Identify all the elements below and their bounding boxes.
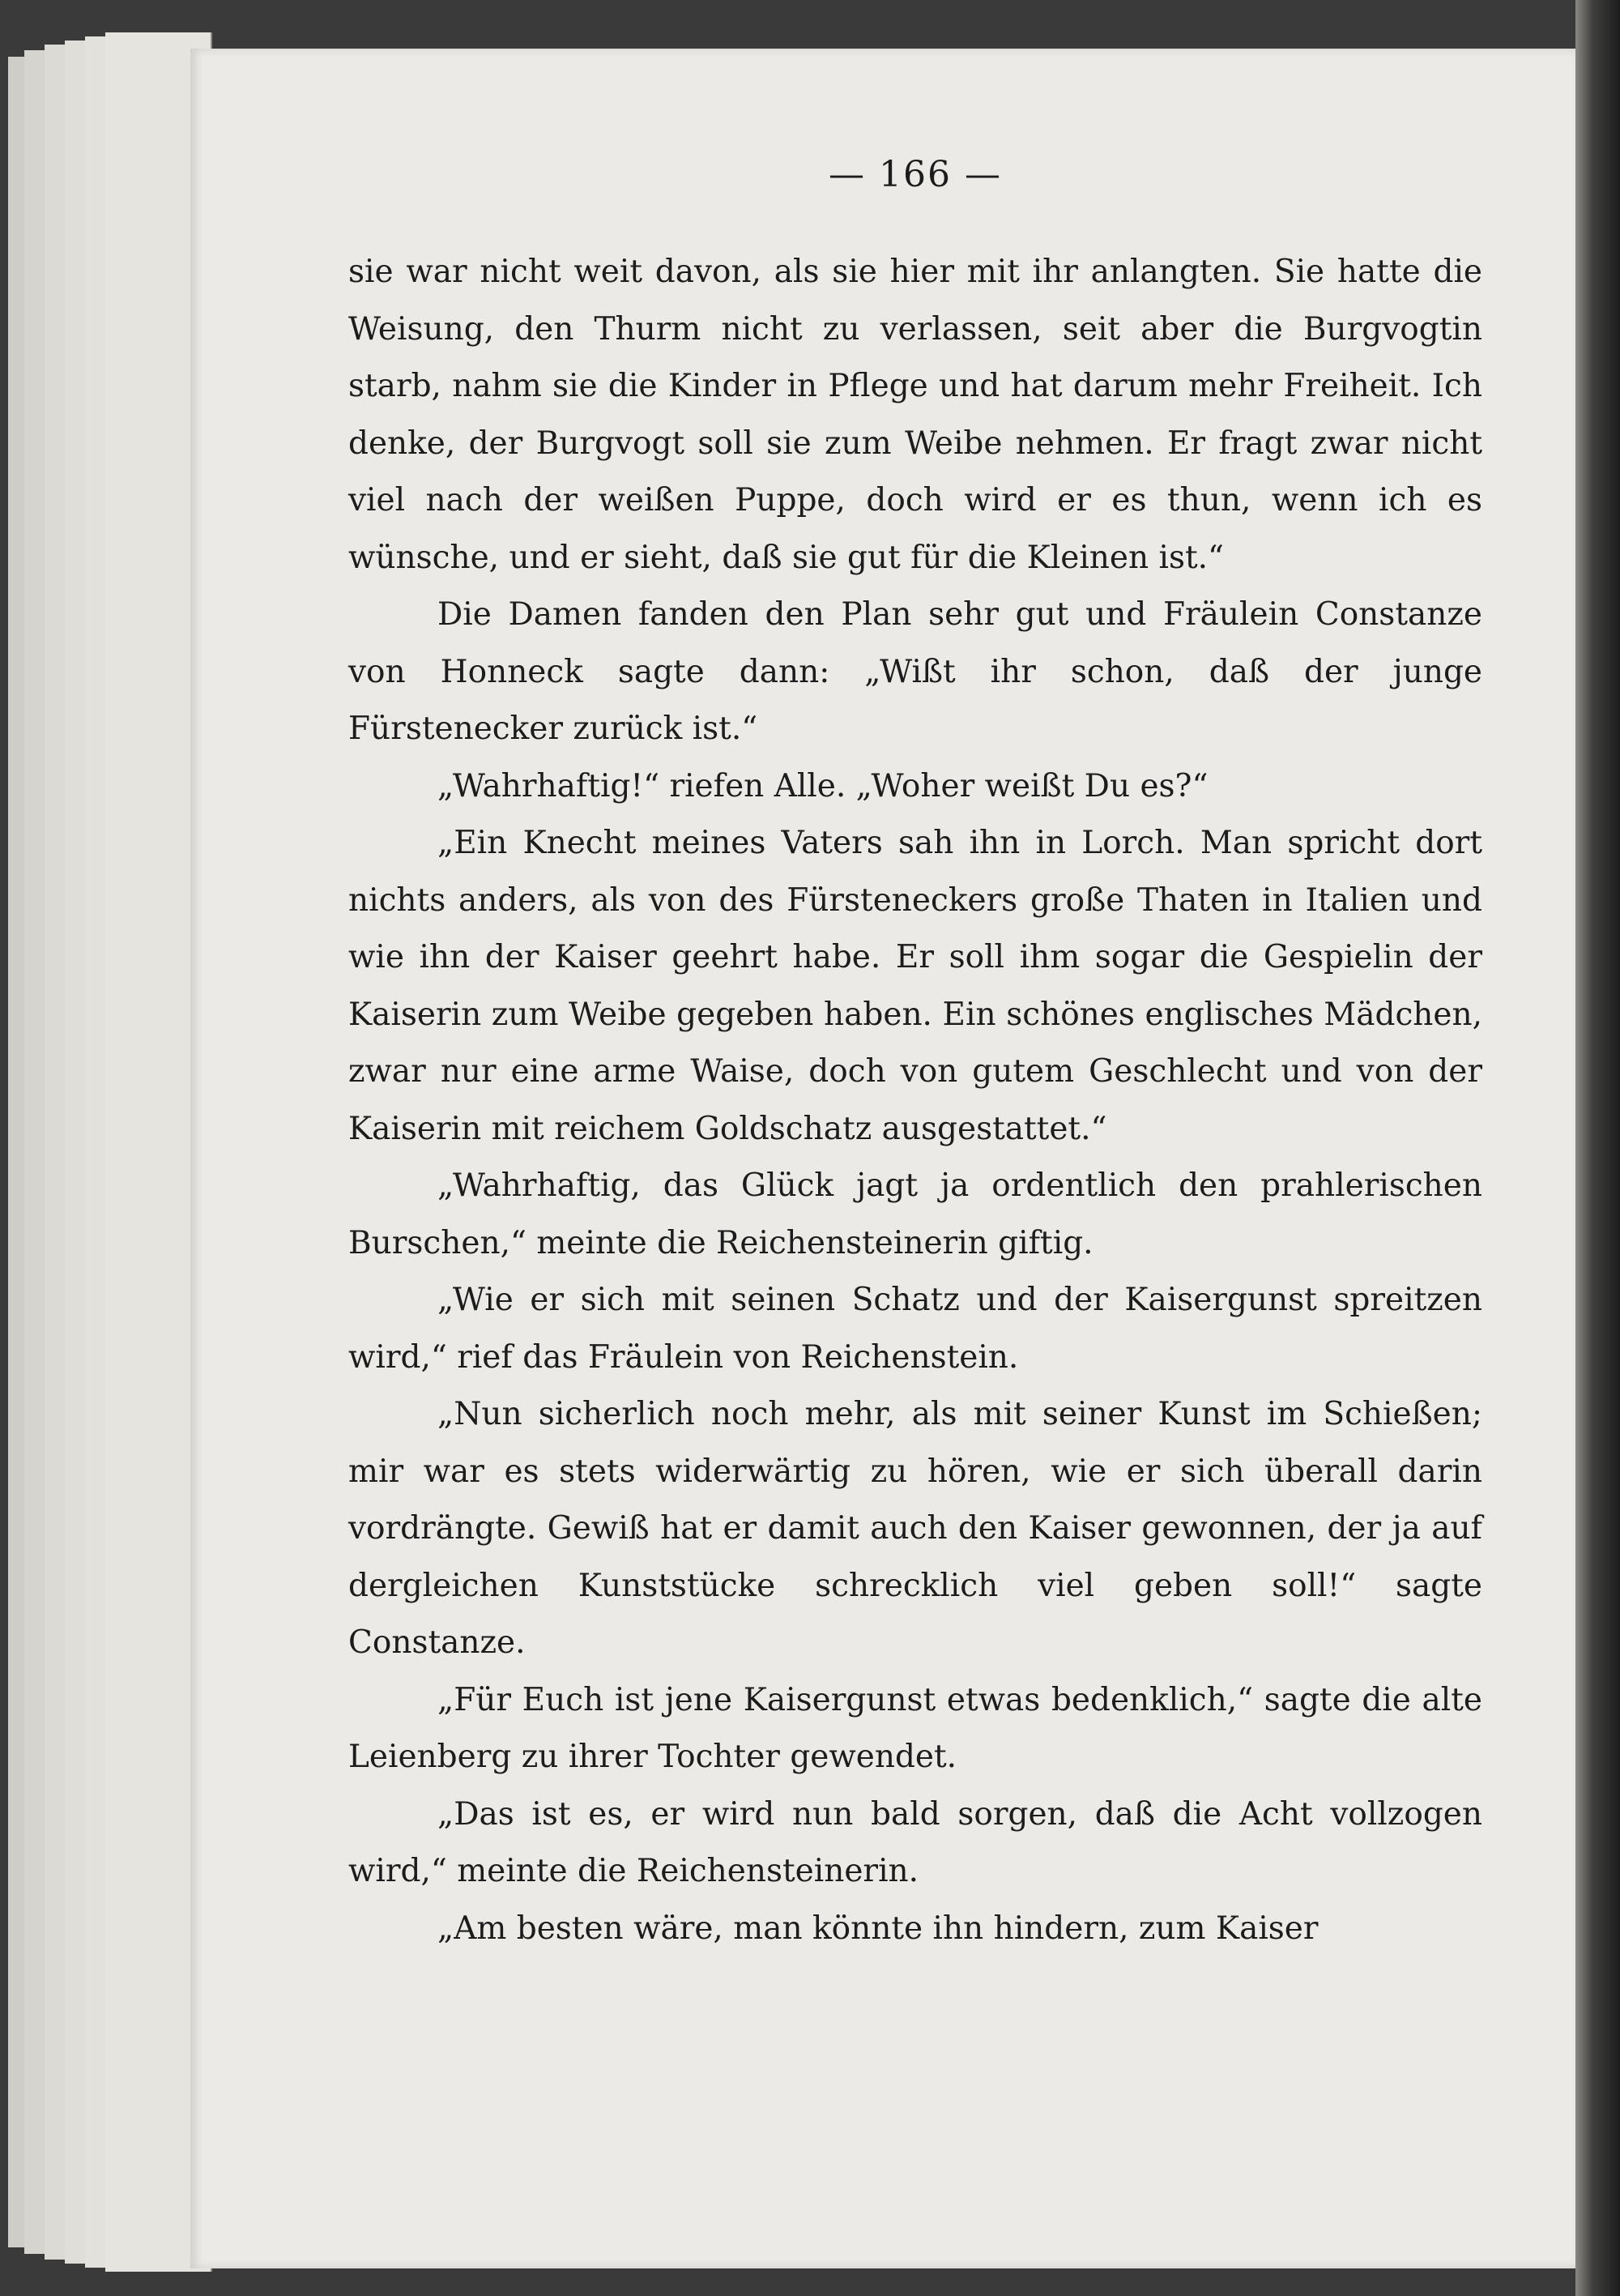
paragraph: „Wahrhaftig!“ riefen Alle. „Woher weißt Du es?“ bbox=[437, 767, 1209, 804]
page-text bbox=[348, 154, 1482, 1957]
paragraph: „Wie er sich mit seinen Schatz und der Kaisergunst spreitzen wird,“ rief das Fräulein von Reichenstein. bbox=[348, 1282, 1482, 1376]
book-gutter bbox=[1575, 0, 1620, 2296]
paragraph: „Nun sicherlich noch mehr, als mit seiner Kunst im Schießen; mir war es stets widerwärtig zu hören, wie er sich überall darin vordrängte. Gewiß hat er damit auch den Kaiser gewonnen, der ja auf dergleichen Kunststücke schrecklich viel geben soll!“ sagte Constanze. bbox=[348, 1396, 1482, 1661]
paragraph: „Ein Knecht meines Vaters sah ihn in Lorch. Man spricht dort nichts anders, als von des Fürsteneckers große Thaten in Italien und wie ihn der Kaiser geehrt habe. Er soll ihm sogar die Gespielin der Kaiserin zum Weibe gegeben haben. Ein schönes englisches Mädchen, zwar nur eine arme Waise, doch von gutem Geschlecht und von der Kaiserin mit reichem Goldschatz ausgestattet.“ bbox=[348, 825, 1482, 1147]
paragraph: Die Damen fanden den Plan sehr gut und Fräulein Constanze von Honneck sagte dann: „Wißt ihr schon, daß der junge Fürstenecker zurück ist.“ bbox=[348, 596, 1482, 747]
paragraph: „Am besten wäre, man könnte ihn hindern, zum Kaiser bbox=[437, 1910, 1319, 1947]
paragraph: „Wahrhaftig, das Glück jagt ja ordentlich den prahlerischen Burschen,“ meinte die Reichensteinerin giftig. bbox=[348, 1167, 1482, 1261]
paragraph: „Für Euch ist jene Kaisergunst etwas bedenklich,“ sagte die alte Leienberg zu ihrer Tochter gewendet. bbox=[348, 1681, 1482, 1775]
paragraph: sie war nicht weit davon, als sie hier mit ihr anlangten. Sie hatte die Weisung, den Thurm nicht zu verlassen, seit aber die Burgvogtin starb, nahm sie die Kinder in Pflege und hat darum mehr Freiheit. Ich denke, der Burgvogt soll sie zum Weibe nehmen. Er fragt zwar nicht viel nach der weißen Puppe, doch wird er es thun, wenn ich es wünsche, und er sieht, daß sie gut für die Kleinen ist.“ bbox=[348, 254, 1482, 576]
page-number: — 166 — bbox=[829, 154, 1002, 195]
paragraph: „Das ist es, er wird nun bald sorgen, daß die Acht vollzogen wird,“ meinte die Reichensteinerin. bbox=[348, 1795, 1482, 1889]
